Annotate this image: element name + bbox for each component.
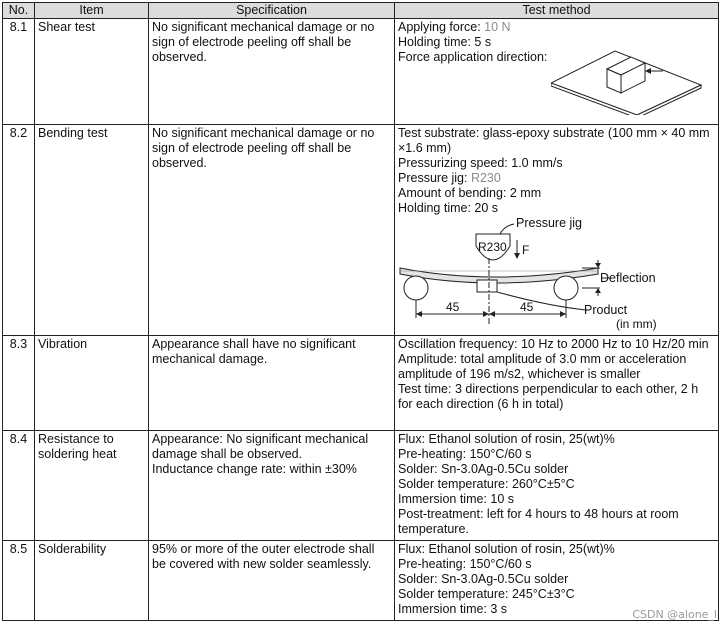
method-line: Test substrate: glass-epoxy substrate (100 mm × 40 mm ×1.6 mm): [398, 126, 710, 155]
bending-test-diagram: [398, 216, 714, 334]
row-test-method: [395, 19, 719, 125]
method-line: Pressure jig: R230: [398, 171, 501, 185]
table-row: [3, 125, 719, 336]
method-line: Force application direction:: [398, 50, 548, 64]
row-test-method: [395, 336, 719, 431]
method-line: Test time: 3 directions perpendicular to each other, 2 h for each direction (6 h in total): [398, 382, 699, 411]
row-item: Resistance to soldering heat: [35, 431, 149, 541]
unit-label: (in mm): [616, 317, 657, 331]
row-item: Vibration: [35, 336, 149, 431]
jig-r230-label: R230: [478, 240, 507, 254]
spec-line: Appearance: No significant mechanical damage shall be observed.: [152, 432, 369, 461]
method-line: Holding time: 20 s: [398, 201, 499, 215]
row-number: 8.5: [3, 541, 35, 621]
row-specification: No significant mechanical damage or no sign of electrode peeling off shall be observed.: [149, 19, 395, 125]
method-line: Immersion time: 10 s: [398, 492, 515, 506]
row-number: 8.2: [3, 125, 35, 336]
product-label: Product: [584, 303, 628, 317]
header-item: Item: [35, 3, 149, 19]
row-number: 8.1: [3, 19, 35, 125]
table-row: [3, 541, 719, 621]
dimension-right: 45: [520, 300, 534, 314]
method-line: Pre-heating: 150°C/60 s: [398, 447, 532, 461]
pressure-jig-label: Pressure jig: [516, 216, 582, 230]
row-specification: 95% or more of the outer electrode shall be covered with new solder seamlessly.: [149, 541, 395, 621]
row-test-method: [395, 431, 719, 541]
left-support: [404, 276, 428, 300]
table-row: [3, 19, 719, 125]
test-spec-table: [2, 2, 719, 621]
row-item: Shear test: [35, 19, 149, 125]
method-line: Applying force: 10 N: [398, 20, 511, 34]
method-line: Flux: Ethanol solution of rosin, 25(wt)%: [398, 432, 615, 446]
table-row: [3, 336, 719, 431]
method-line: Flux: Ethanol solution of rosin, 25(wt)%: [398, 542, 615, 556]
row-number: 8.4: [3, 431, 35, 541]
spec-line: Inductance change rate: within ±30%: [152, 462, 357, 476]
method-line: Solder: Sn-3.0Ag-0.5Cu solder: [398, 462, 569, 476]
row-specification: [149, 431, 395, 541]
deflection-label: Deflection: [600, 271, 656, 285]
method-line: Holding time: 5 s: [398, 35, 492, 49]
row-number: 8.3: [3, 336, 35, 431]
method-line: Oscillation frequency: 10 Hz to 2000 Hz to 10 Hz/20 min: [398, 337, 709, 351]
row-item: Solderability: [35, 541, 149, 621]
row-test-method: [395, 125, 719, 336]
product: [477, 280, 497, 292]
header-test-method: Test method: [395, 3, 719, 19]
table-row: [3, 431, 719, 541]
method-line: Amplitude: total amplitude of 3.0 mm or acceleration amplitude of 196 m/s2, whichever is smaller: [398, 352, 687, 381]
method-line: Solder temperature: 245°C±3°C: [398, 587, 575, 601]
dimension-left: 45: [446, 300, 460, 314]
method-line: Solder temperature: 260°C±5°C: [398, 477, 575, 491]
method-line: Post-treatment: left for 4 hours to 48 hours at room temperature.: [398, 507, 679, 536]
watermark: CSDN @alone_l: [632, 608, 717, 621]
method-line: Pre-heating: 150°C/60 s: [398, 557, 532, 571]
method-line: Solder: Sn-3.0Ag-0.5Cu solder: [398, 572, 569, 586]
row-item: Bending test: [35, 125, 149, 336]
method-line: Immersion time: 3 s: [398, 602, 508, 616]
shear-test-diagram: [551, 43, 711, 115]
force-label: F: [522, 243, 530, 257]
method-line: Amount of bending: 2 mm: [398, 186, 542, 200]
right-support: [554, 276, 578, 300]
row-specification: Appearance shall have no significant mechanical damage.: [149, 336, 395, 431]
row-specification: No significant mechanical damage or no sign of electrode peeling off shall be observed.: [149, 125, 395, 336]
method-line: Pressurizing speed: 1.0 mm/s: [398, 156, 563, 170]
header-no: No.: [3, 3, 35, 19]
header-specification: Specification: [149, 3, 395, 19]
header-row: [3, 3, 719, 19]
